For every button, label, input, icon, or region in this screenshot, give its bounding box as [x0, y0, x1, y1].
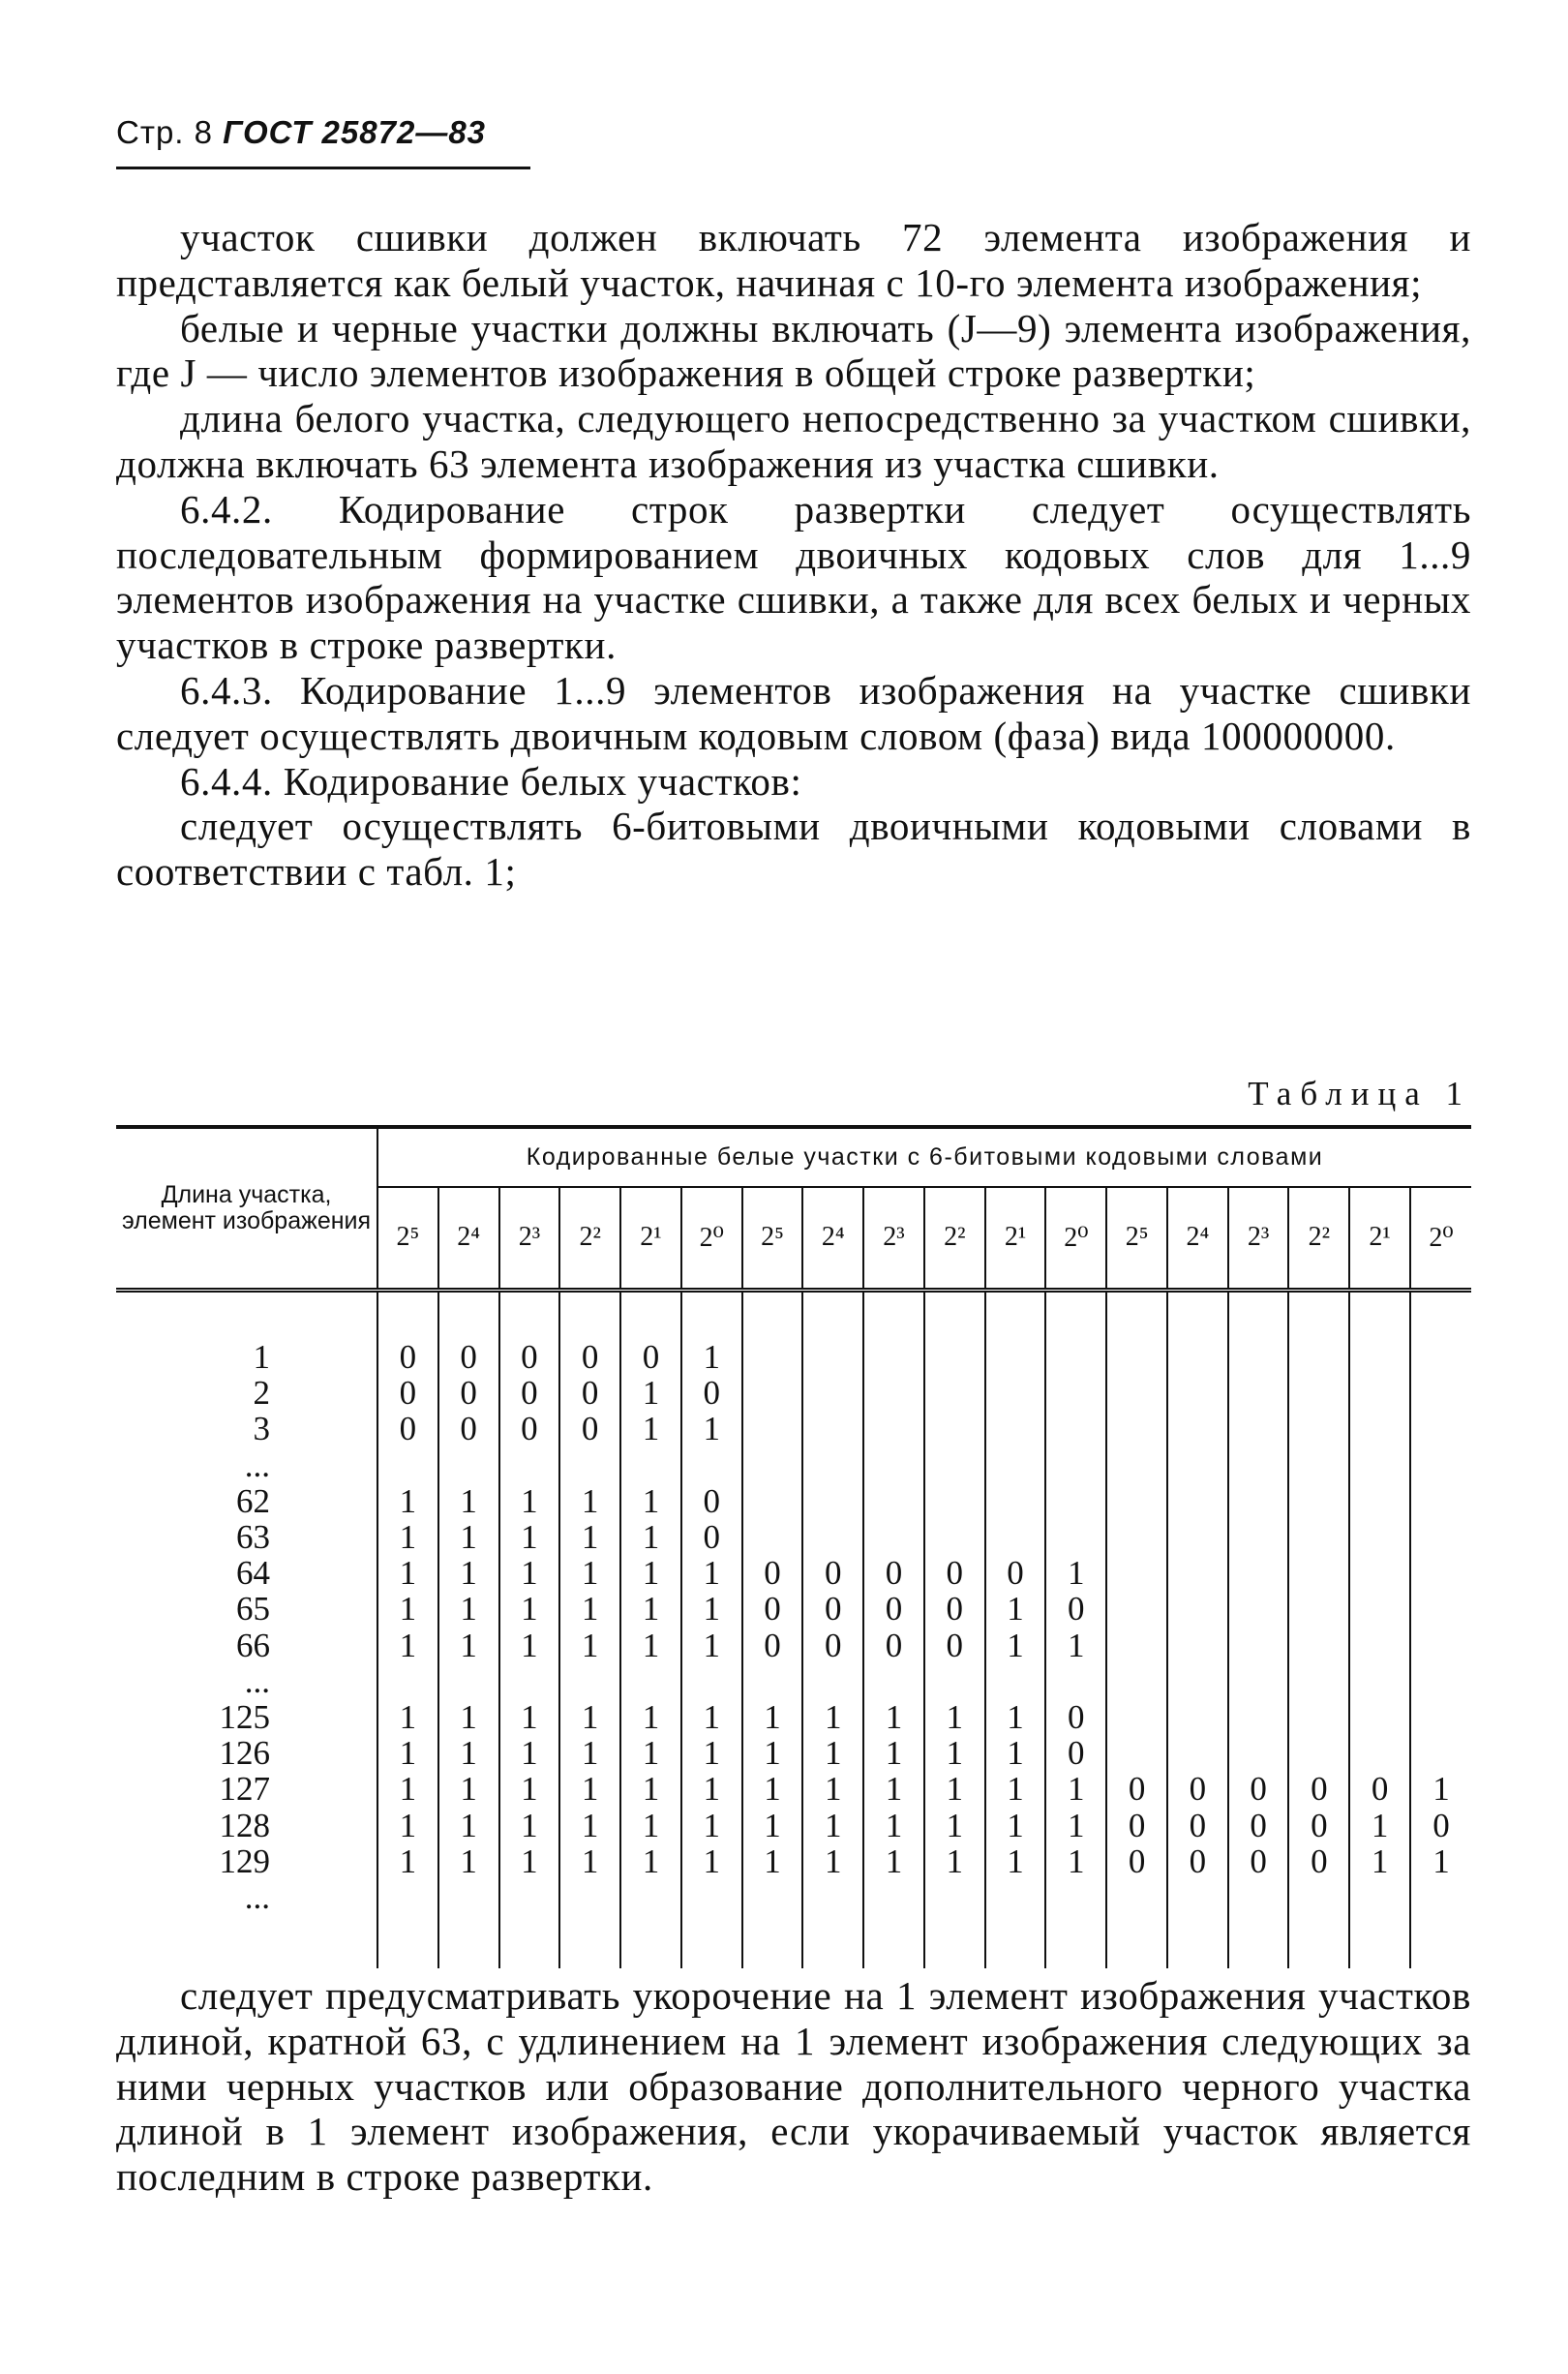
bit-column: 0 1 1 1 1 1 1 1 1 1 1 1 1 [620, 1291, 681, 1969]
group-header: Кодированные белые участки с 6-битовыми кодовыми словами [377, 1127, 1471, 1187]
bit-header: 2⁵ [1106, 1187, 1167, 1291]
bit-column: 0 1 1 [1349, 1291, 1410, 1969]
bit-header: 2⁰ [1045, 1187, 1106, 1291]
bit-header: 2⁴ [438, 1187, 499, 1291]
header-rule [116, 167, 530, 169]
bit-column: 0 0 0 1 1 1 1 1 1 1 1 1 1 [438, 1291, 499, 1969]
bit-header: 2⁰ [681, 1187, 742, 1291]
bit-header: 2² [1288, 1187, 1349, 1291]
bit-column: 0 0 0 1 1 1 1 1 1 1 1 1 1 [399, 1338, 417, 1880]
paragraph-2: белые и черные участки должны включать (J—9) элемента изображения, где J — число элементов изображения в общей строке развертки; [116, 305, 1471, 396]
bit-column: 1 0 1 0 0 1 1 1 1 1 1 1 1 [681, 1291, 742, 1969]
bit-column: 0 0 0 [1167, 1291, 1228, 1969]
bit-column: 0 1 1 1 1 1 1 1 [985, 1291, 1046, 1969]
paragraph-4: 6.4.2. Кодирование строк развертки следует осуществлять последовательным формированием двоичных кодовых слов для 1...9 элементов изображения на участке сшивки, а также для всех белых и черных участков в строке развертки. [116, 486, 1471, 668]
bit-header: 2¹ [620, 1187, 681, 1291]
closing-paragraph: следует предусматривать укорочение на 1 элемент изображения участков длиной, кратной 63, с удлинением на 1 элемент изображения следующих за ними черных участков или образование дополнительного черного участка длиной в 1 элемент изображения, если укорачиваемый участок является последним в строке развертки. [116, 1973, 1471, 2200]
standard-id: ГОСТ 25872—83 [223, 114, 487, 150]
bit-header: 2³ [863, 1187, 924, 1291]
length-values: 1 2 3 ... 62 63 64 65 66 ... 125 126 127 128 129 ... [116, 1291, 377, 1969]
bit-column: 0 0 0 1 1 1 1 1 [802, 1291, 863, 1969]
paragraph-6: 6.4.4. Кодирование белых участков: [180, 758, 802, 804]
bit-header: 2³ [1228, 1187, 1289, 1291]
table-caption: Таблица 1 [1248, 1075, 1471, 1112]
bit-column: 0 0 0 1 1 1 1 1 1 1 1 1 1 [499, 1291, 560, 1969]
bit-header: 2⁴ [802, 1187, 863, 1291]
paragraph-7: следует осуществлять 6-битовыми двоичными кодовыми словами в соответствии с табл. 1; [116, 804, 1471, 895]
paragraph-3: длина белого участка, следующего непосредственно за участком сшивки, должна включать 63 элемента изображения из участка сшивки. [116, 396, 1471, 486]
bit-header: 2² [559, 1187, 620, 1291]
bit-header: 2⁴ [1167, 1187, 1228, 1291]
bit-column: 0 0 0 [1228, 1291, 1289, 1969]
bit-header: 2⁵ [377, 1187, 438, 1291]
bit-column: 0 0 0 1 1 1 1 1 [863, 1291, 924, 1969]
bit-column: 1 0 1 [1410, 1291, 1471, 1969]
code-table [116, 1125, 1471, 1968]
paragraph-1: участок сшивки должен включать 72 элемента изображения и представляется как белый участок, начиная с 10-го элемента изображения; [116, 215, 1471, 305]
bit-column: 0 0 0 1 1 1 1 1 [742, 1291, 803, 1969]
bit-column: 0 0 0 1 1 1 1 1 1 1 1 1 1 [559, 1291, 620, 1969]
bit-header: 2² [924, 1187, 985, 1291]
paragraph-5: 6.4.3. Кодирование 1...9 элементов изображения на участке сшивки следует осуществлять двоичным кодовым словом (фаза) вида 100000000. [116, 667, 1471, 758]
bit-header: 2⁰ [1410, 1187, 1471, 1291]
page-header [116, 114, 486, 151]
page-number: Стр. 8 [116, 114, 213, 150]
table-header-row [116, 1127, 1471, 1187]
table-body-row [116, 1291, 1471, 1969]
length-column-header: Длина участка, элемент изображения [116, 1127, 377, 1291]
bit-header: 2¹ [1349, 1187, 1410, 1291]
bit-column: 0 0 0 [1106, 1291, 1167, 1969]
bit-header: 2⁵ [742, 1187, 803, 1291]
bit-column: 0 0 0 [1288, 1291, 1349, 1969]
bit-header: 2¹ [985, 1187, 1046, 1291]
bit-column: 0 0 0 1 1 1 1 1 [924, 1291, 985, 1969]
body-text-top [116, 215, 1471, 895]
bit-header: 2³ [499, 1187, 560, 1291]
bit-column: 1 0 1 0 0 1 1 1 [1045, 1291, 1106, 1969]
body-text-bottom [116, 1973, 1471, 2200]
